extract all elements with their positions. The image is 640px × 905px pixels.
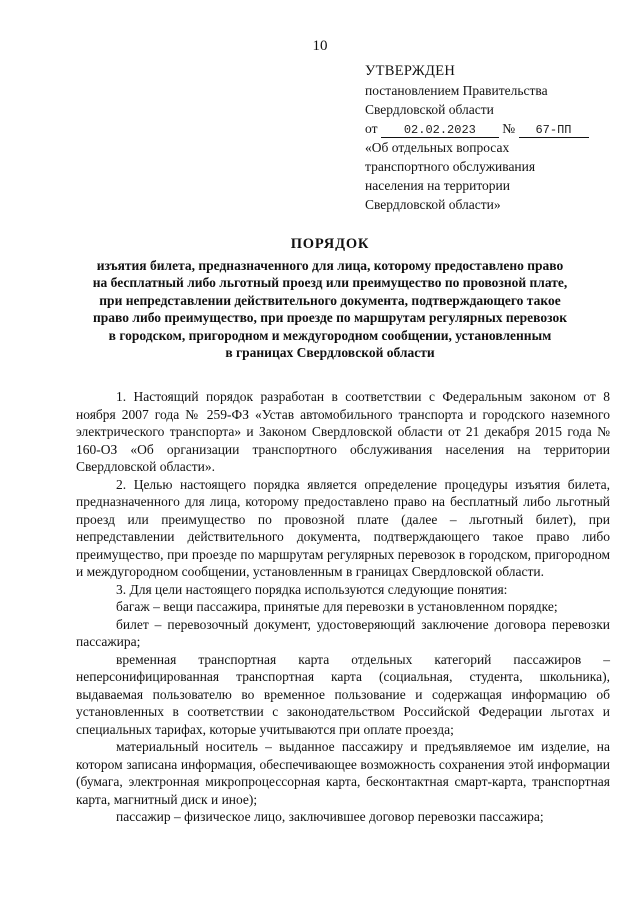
approval-date-field: 02.02.2023 [381,123,499,138]
title-line-3: при непредставлении действительного документа, подтверждающего такое [99,292,561,308]
approval-block [365,62,615,214]
title-line-4: право либо преимущество, при проезде по маршрутам регулярных перевозок [93,310,567,325]
title-line-6: в границах Свердловской области [225,345,435,360]
title-line-5: в городском, пригородном и междугородном сообщении, установленным [108,327,552,343]
title-heading: ПОРЯДОК [290,236,370,252]
date-prefix: от [365,121,378,136]
approval-date-line [365,119,615,138]
definition-baggage: багаж – вещи пассажира, принятые для перевозки в установленном порядке; [116,599,558,614]
title-line-1: изъятия билета, предназначенного для лица, которому предоставлено право [96,257,564,273]
definition-material-carrier: материальный носитель – выданное пассажиру и предъявляемое им изделие, на котором записана информация, обеспечивающее возможность сохранения этой информации (бумага, электронная микропроцессорная карта, бесконтактная смарт-карта, транспортная карта, магнитный диск и иное); [76,739,610,807]
approval-subject-line-2: транспортного обслуживания [365,159,536,174]
approval-subject-line-4: Свердловской области» [365,197,501,212]
definition-ticket: билет – перевозочный документ, удостоверяющий заключение договора перевозки пассажира; [76,616,610,649]
definition-passenger: пассажир – физическое лицо, заключившее договор перевозки пассажира; [116,809,544,824]
approval-line-2: Свердловской области [365,102,494,117]
title-line-2: на бесплатный либо льготный проезд или преимущество по провозной плате, [92,275,568,290]
approval-subject-line-1: «Об отдельных вопросах [365,140,510,155]
approval-title: УТВЕРЖДЕН [365,63,456,79]
paragraph-2: 2. Целью настоящего порядка является определение процедуры изъятия билета, предназначенного для лица, которому предоставлено право на бесплатный либо льготный проезд или преимущество по провозной плате (далее – льготный билет), при непредставлении действительного документа, подтверждающего такое право либо преимущество, при проезде по маршрутам регулярных перевозок в городском, пригородном и междугородном сообщении, установленным в границах Свердловской области. [76,476,610,579]
approval-subject-line-3: населения на территории [365,178,511,193]
document-title [60,236,600,362]
definition-temporary-card: временная транспортная карта отдельных категорий пассажиров – неперсонифицированная транспортная карта (социальная, студента, школьника), выдаваемая пользователю во временное пользование и содержащая информацию об установленных в соответствии с законодательством Российской Федерации льготах и специальных тарифах, которые учитываются при оплате проезда; [76,651,610,737]
paragraph-1: 1. Настоящий порядок разработан в соответствии с Федеральным законом от 8 ноября 2007 года № 259-ФЗ «Устав автомобильного транспорта и городского наземного электрического транспорта» и Законом Свердловской области от 21 декабря 2015 года № 160-ОЗ «Об организации транспортного обслуживания населения на территории Свердловской области». [76,389,610,474]
approval-number-field: 67-ПП [519,123,589,138]
page-number: 10 [312,38,328,54]
document-body [76,388,610,826]
paragraph-3: 3. Для цели настоящего порядка используются следующие понятия: [116,581,508,597]
approval-line-1: постановлением Правительства [365,83,548,98]
number-prefix: № [502,121,516,136]
